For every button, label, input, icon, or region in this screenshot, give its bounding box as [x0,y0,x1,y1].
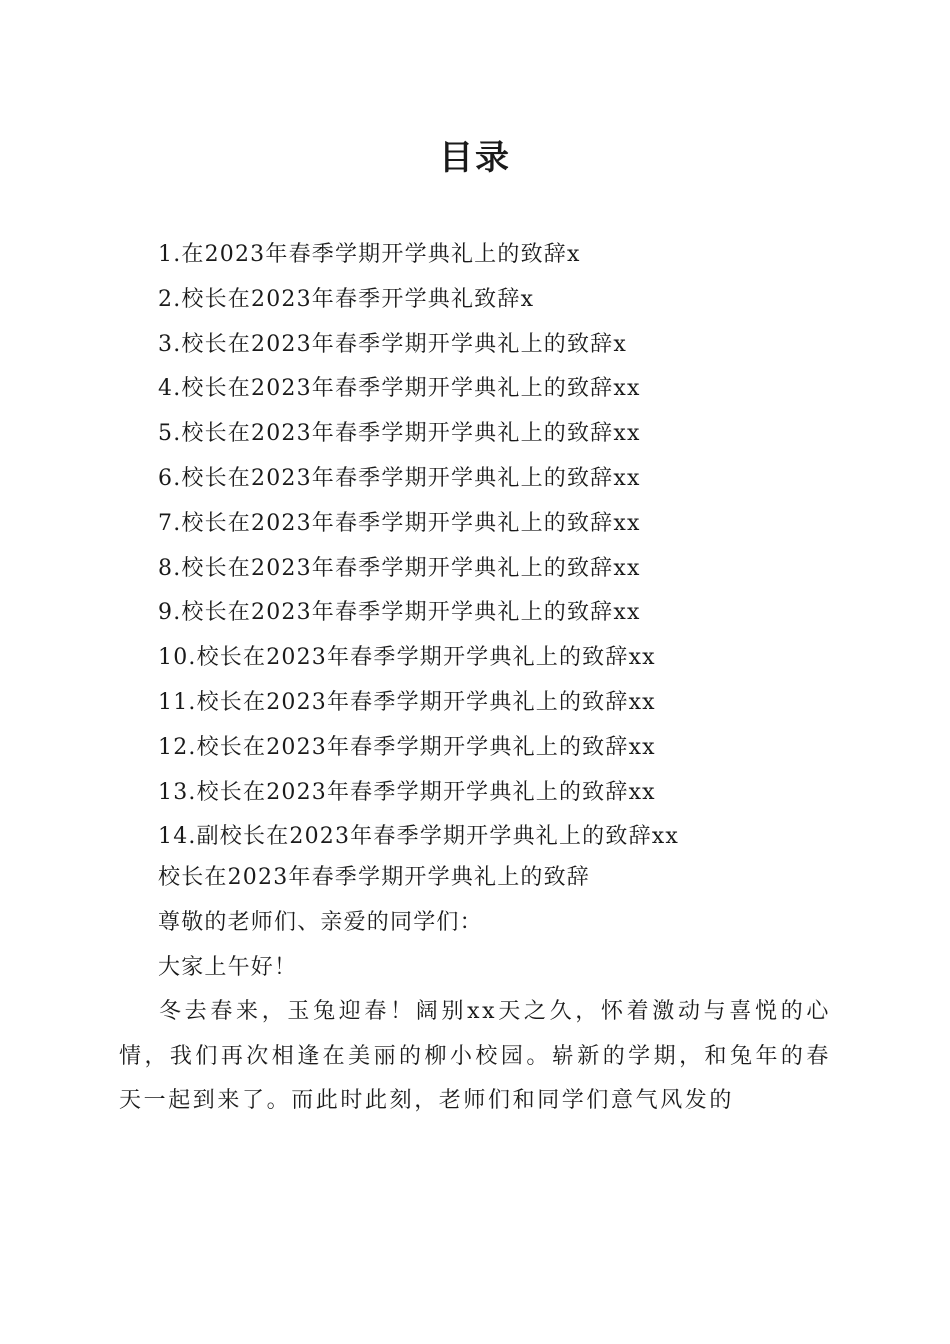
toc-item-2: 2.校长在2023年春季开学典礼致辞x [158,286,535,312]
toc-item-5: 5.校长在2023年春季学期开学典礼上的致辞xx [158,421,641,447]
table-of-contents [158,233,679,860]
toc-item-10: 10.校长在2023年春季学期开学典礼上的致辞xx [158,645,656,671]
page-title: 目录 [439,138,511,178]
body-paragraph: 冬去春来，玉兔迎春！阔别xx天之久，怀着激动与喜悦的心情，我们再次相逢在美丽的柳小校园。崭新的学期，和兔年的春天一起到来了。而此时此刻，老师们和同学们意气风发的 [119,999,831,1113]
greeting: 大家上午好！ [158,955,298,980]
toc-item-14: 14.副校长在2023年春季学期开学典礼上的致辞xx [158,824,679,850]
toc-item-12: 12.校长在2023年春季学期开学典礼上的致辞xx [158,734,656,760]
toc-item-4: 4.校长在2023年春季学期开学典礼上的致辞xx [158,376,641,402]
toc-item-7: 7.校长在2023年春季学期开学典礼上的致辞xx [158,510,641,536]
toc-item-1: 1.在2023年春季学期开学典礼上的致辞x [158,242,581,267]
toc-item-3: 3.校长在2023年春季学期开学典礼上的致辞x [158,331,627,357]
toc-item-6: 6.校长在2023年春季学期开学典礼上的致辞xx [158,465,641,491]
toc-item-11: 11.校长在2023年春季学期开学典礼上的致辞xx [158,689,656,715]
toc-item-9: 9.校长在2023年春季学期开学典礼上的致辞xx [158,600,641,626]
speech-heading: 校长在2023年春季学期开学典礼上的致辞 [158,865,590,890]
salutation: 尊敬的老师们、亲爱的同学们： [158,910,483,935]
toc-item-13: 13.校长在2023年春季学期开学典礼上的致辞xx [158,779,656,805]
toc-item-8: 8.校长在2023年春季学期开学典礼上的致辞xx [158,555,641,581]
